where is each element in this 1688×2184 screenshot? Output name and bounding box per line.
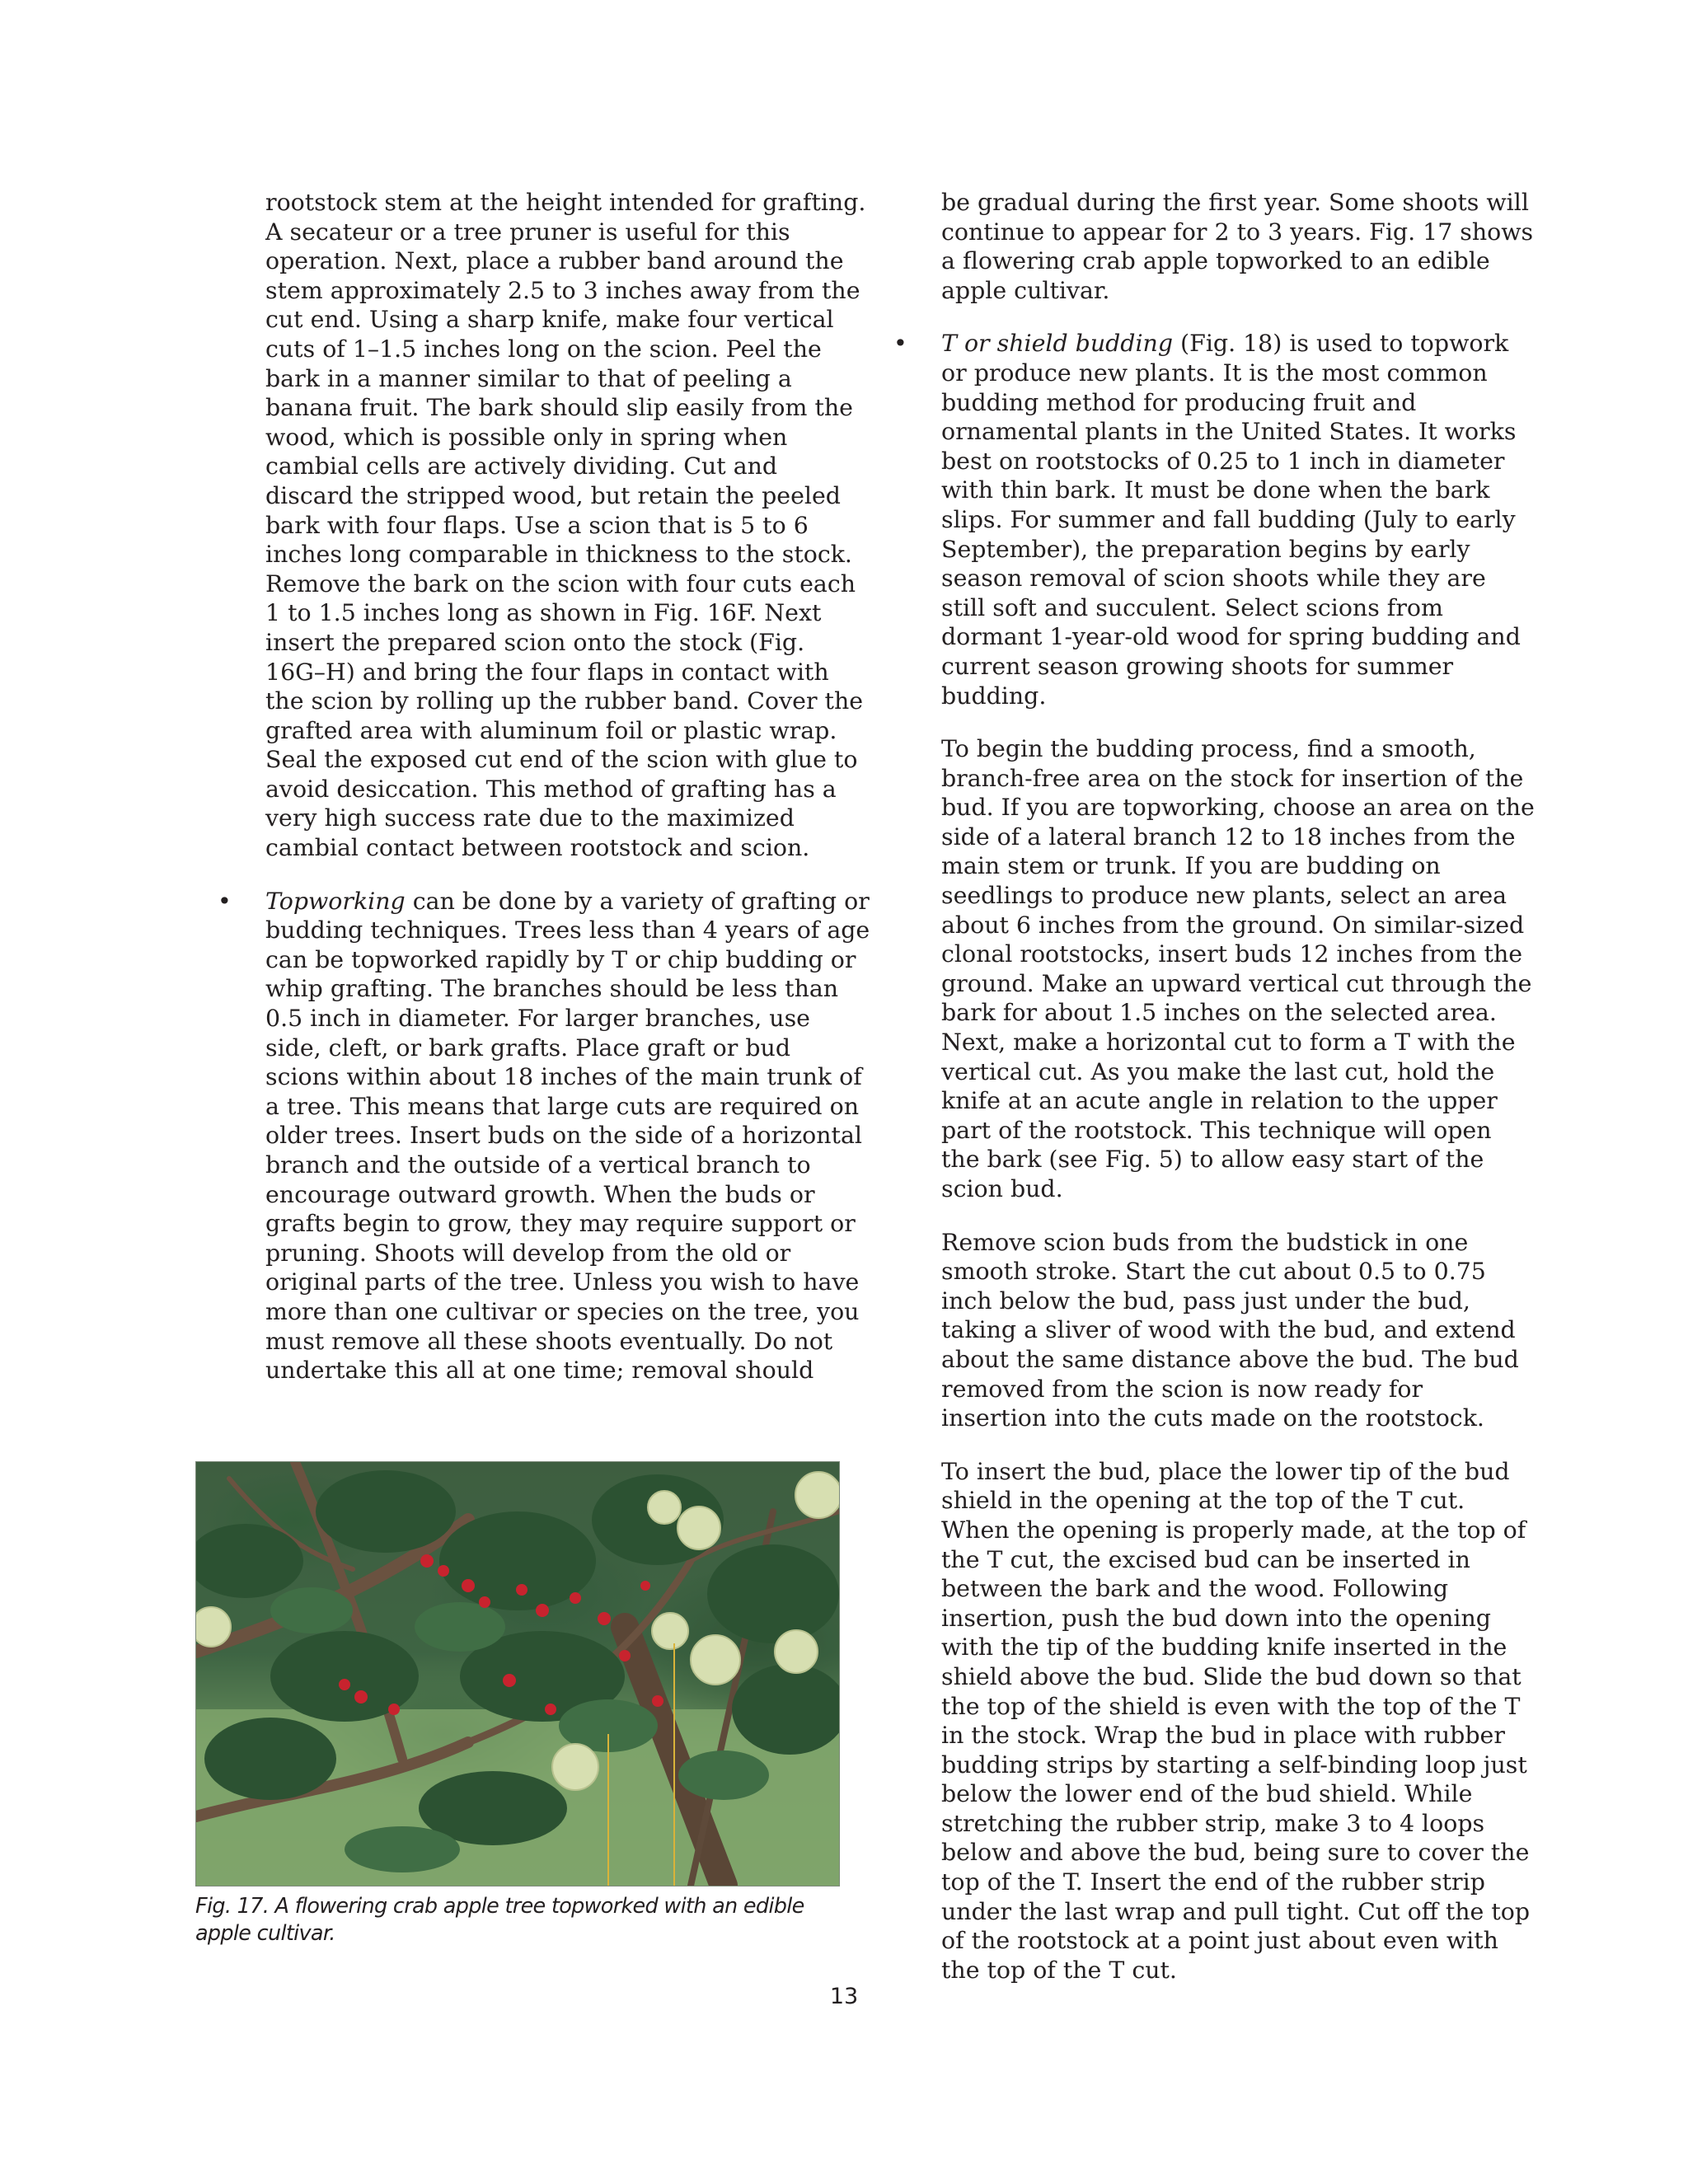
term-t-budding: T or shield budding [941, 330, 1174, 358]
body-paragraph: To insert the bud, place the lower tip of the bud shield in the opening at the top of the T cut. When the opening is properly made, at the top of the T cut, the excised bud can be inserted in between the bark and the wood. Following insertion, push the bud down into the opening with the tip of the budding knife inserted in the shield above the bud. Slide the bud down so that the top of the shield is even with the top of the T in the stock. Wrap the bud in place with rubber budding strips by starting a self-binding loop just below the lower end of the bud shield. While stretching the rubber strip, make 3 to 4 loops below and above the bud, being sure to cover the top of the T. Insert the end of the rubber strip under the last wrap and pull tight. Cut off the top of the rootstock at a point just about even with the top of the T cut. [941, 1457, 1531, 1984]
apple-tree-illustration [196, 1462, 839, 1886]
topworking-text: can be done by a variety of grafting or budding techniques. Trees less than 4 years of age can be topworked rapidly by T or chip budding or whip grafting. The branches should be less than 0.5 inch in diameter. For larger branches, use side, cleft, or bark grafts. Place graft or bud scions within about 18 inches of the main trunk of a tree. This means that large cuts are required on older trees. Insert buds on the side of a horizontal branch and the outside of a vertical branch to encourage outward growth. When the buds or grafts begin to grow, they may require support or pruning. Shoots will develop from the old or original parts of the tree. Unless you wish to have more than one cultivar or species on the tree, you must remove all these shoots eventually. Do not undertake this all at one time; removal should [265, 887, 870, 1385]
body-paragraph: be gradual during the first year. Some shoots will continue to appear for 2 to 3 years. Fig. 17 shows a flowering crab apple topworked to an edible apple cultivar. [941, 189, 1534, 304]
bullet-item-topworking [218, 887, 871, 1385]
bullet-icon: • [893, 330, 907, 358]
body-paragraph: rootstock stem at the height intended for grafting. A secateur or a tree pruner is useful for this operation. Next, place a rubber band around the stem approximately 2.5 to 3 inches away from the cut end. Using a sharp knife, make four vertical cuts of 1–1.5 inches long on the scion. Peel the bark in a manner similar to that of peeling a banana fruit. The bark should slip easily from the wood, which is possible only in spring when cambial cells are actively dividing. Cut and discard the stripped wood, but retain the peeled bark with four flaps. Use a scion that is 5 to 6 inches long comparable in thickness to the stock. Remove the bark on the scion with four cuts each 1 to 1.5 inches long as shown in Fig. 16F. Next insert the prepared scion onto the stock (Fig. 16G–H) and bring the four flaps in contact with the scion by rolling up the rubber band. Cover the grafted area with aluminum foil or plastic wrap. Seal the exposed cut end of the scion with glue to avoid desiccation. This method of grafting has a very high success rate due to the maximized cambial contact between rootstock and scion. [265, 189, 866, 862]
figure-17 [195, 1461, 840, 1947]
t-budding-text: (Fig. 18) is used to topwork or produce new plants. It is the most common budding method for producing fruit and ornamental plants in the United States. It works best on rootstocks of 0.25 to 1 inch in diameter with thin bark. It must be done when the bark slips. For summer and fall budding (July to early September), the preparation begins by early season removal of scion shoots while they are still soft and succulent. Select scions from dormant 1-year-old wood for spring budding and current season growing shoots for summer budding. [941, 330, 1521, 710]
right-column [893, 188, 1535, 2008]
body-paragraph: To begin the budding process, find a smooth, branch-free area on the stock for insertion of the bud. If you are topworking, choose an area on the side of a lateral branch 12 to 18 inches from the main stem or trunk. If you are budding on seedlings to produce new plants, select an area about 6 inches from the ground. On similar-sized clonal rootstocks, insert buds 12 inches from the ground. Make an upward vertical cut through the bark for about 1.5 inches on the selected area. Next, make a horizontal cut to form a T with the vertical cut. As you make the last cut, hold the knife at an acute angle in relation to the upper part of the rootstock. This technique will open the bark (see Fig. 5) to allow easy start of the scion bud. [941, 735, 1535, 1202]
figure-caption: Fig. 17. A flowering crab apple tree topworked with an edible apple cultivar. [195, 1894, 804, 1946]
bullet-item-t-budding [893, 329, 1535, 710]
left-column [218, 188, 871, 1409]
term-topworking: Topworking [265, 887, 406, 915]
apple-tree-photo [195, 1461, 840, 1886]
bullet-icon: • [218, 887, 232, 915]
body-paragraph: Remove scion buds from the budstick in one smooth stroke. Start the cut about 0.5 to 0.75 inch below the bud, pass just under the bud, taking a sliver of wood with the bud, and extend about the same distance above the bud. The bud removed from the scion is now ready for insertion into the cuts made on the rootstock. [941, 1228, 1519, 1432]
page-number: 13 [829, 1984, 859, 2009]
